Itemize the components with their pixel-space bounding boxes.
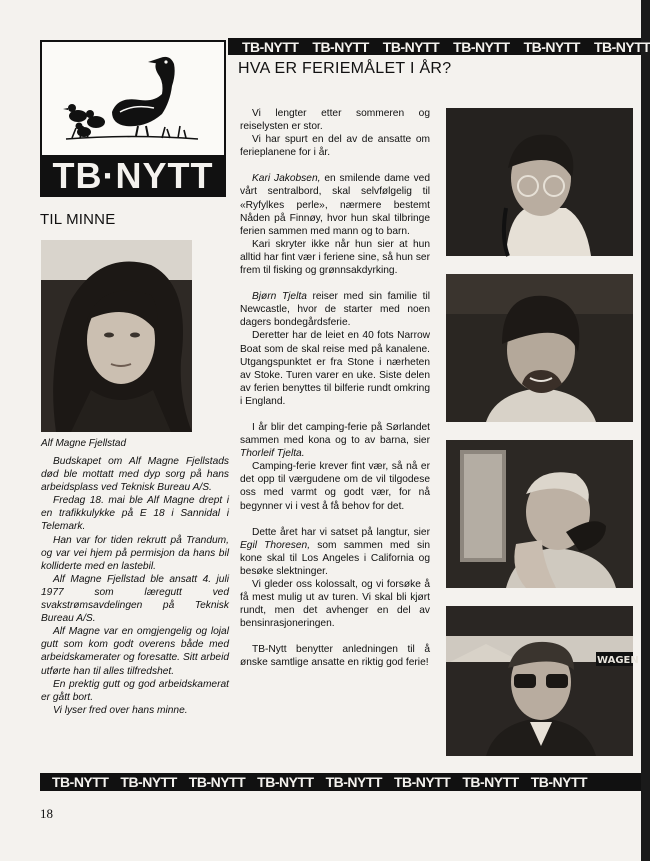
- person-name: Kari Jakobsen,: [252, 173, 321, 185]
- photo-sign-text: WAGEN: [597, 655, 639, 666]
- banner-label: TB-NYTT: [382, 38, 440, 55]
- article-paragraph: [240, 172, 430, 237]
- page-number: 18: [40, 806, 53, 821]
- article-section: [240, 172, 430, 277]
- banner-label: TB-NYTT: [312, 38, 369, 55]
- photo-egil-thoresen: [446, 606, 639, 756]
- tb-nytt-logo-text: TB·NYTT: [40, 155, 226, 197]
- article-paragraph: [240, 643, 430, 669]
- paragraph-text: en smilende dame ved vårt sentralbord, skal selvfølgelig til «Ryfylkes perle», nærmere bestemt Nåden på Finnøy, hvor hun skal tilbringe ferien sammen med mann og to barn.: [240, 173, 430, 237]
- tb-nytt-banner-top: [228, 38, 650, 55]
- person-name: Egil Thoresen,: [240, 539, 311, 551]
- paragraph-text: TB-Nytt benytter anledningen til å ønske samtlige ansatte en riktig god ferie!: [240, 644, 430, 669]
- memorial-paragraph: Alf Magne var en omgjengelig og lojal gutt som kom godt overens både med arbeidskamerater og foresatte. Sitt arbeid utførte han til alles tilfredshet.: [41, 626, 229, 677]
- photo-kari-jakobsen: [446, 108, 633, 256]
- article-paragraph: [240, 578, 430, 630]
- article-section: [240, 526, 430, 631]
- banner-label: TB-NYTT: [462, 774, 519, 790]
- memorial-paragraph: Fredag 18. mai ble Alf Magne drept i en trafikkulykke på E 18 i Sannidal i Telemark.: [41, 495, 229, 533]
- article-paragraph: [240, 526, 430, 578]
- memorial-photo-caption: Alf Magne Fjellstad: [41, 438, 127, 449]
- paragraph-text: I år blir det camping-ferie på Sørlandet sammen med kona og to av barna, sier: [240, 421, 430, 447]
- memorial-paragraph: Han var for tiden rekrutt på Trandum, og var vei hjem på permisjon da hans bil kolliderte med en lastebil.: [41, 534, 229, 572]
- banner-label: TB-NYTT: [393, 774, 451, 790]
- banner-label: TB-NYTT: [188, 774, 246, 790]
- article-paragraph: [240, 238, 430, 277]
- banner-label: TB-NYTT: [530, 774, 588, 790]
- article-paragraph: [240, 329, 430, 408]
- memorial-heading: TIL MINNE: [40, 211, 116, 228]
- person-name: Bjørn Tjelta: [252, 291, 307, 303]
- banner-label: TB-NYTT: [325, 774, 382, 790]
- photo-thorleif-tjelta: [446, 440, 633, 588]
- article-section: [240, 421, 430, 513]
- paragraph-text: som sammen med sin kone skal til Los Angeles i California og besøke slektninger.: [240, 539, 430, 577]
- paragraph-text: Vi gleder oss kolossalt, og vi forsøke å få mest mulig ut av turen. Vi skal bli kjørt rundt, men det avhenger en del av bensinrasjoneringen.: [240, 579, 430, 630]
- paragraph-text: Dette året har vi satset på langtur, sier: [252, 526, 430, 538]
- memorial-paragraph: Budskapet om Alf Magne Fjellstads død ble mottatt med dyp sorg på hans arbeidsplass ved Teknisk Bureau A/S.: [41, 456, 229, 494]
- duck-family-icon: [42, 42, 224, 155]
- paragraph-text: Kari skryter ikke når hun sier at hun alltid har fint vær i feriene sine, så hun ser frem til fisking og grønnsakdyrking.: [240, 238, 430, 277]
- banner-label: TB-NYTT: [523, 38, 580, 55]
- page-edge-shadow: [641, 0, 650, 861]
- paragraph-text: Vi lengter etter sommeren og reiselysten er stor.: [240, 108, 430, 133]
- memorial-portrait-photo: [41, 240, 192, 432]
- article-section: [240, 107, 430, 159]
- article-headline: HVA ER FERIEMÅLET I ÅR?: [238, 60, 452, 77]
- article-paragraph: [240, 290, 430, 329]
- article-paragraph: [240, 133, 430, 159]
- memorial-article-text: [41, 455, 229, 717]
- banner-label: TB-NYTT: [242, 38, 299, 55]
- memorial-paragraph: Alf Magne Fjellstad ble ansatt 4. juli 1977 som læregutt ved svakstrømsavdelingen på Teknisk Bureau A/S.: [41, 573, 229, 625]
- tb-nytt-banner-bottom: [40, 773, 641, 791]
- paragraph-text: Vi har spurt en del av de ansatte om ferieplanene for i år.: [240, 134, 430, 159]
- banner-label: TB-NYTT: [593, 38, 650, 55]
- paragraph-text: Camping-ferie krever fint vær, så nå er det opp til værgudene om de vil tilgodese oss med varmt og godt vær, for nå begynner vi i vest å få behov for det.: [240, 461, 430, 512]
- article-paragraph: [240, 421, 430, 460]
- memorial-paragraph: Vi lyser fred over hans minne.: [53, 704, 188, 716]
- article-paragraph: [240, 107, 430, 133]
- article-section: [240, 290, 430, 408]
- article-section: [240, 643, 430, 669]
- banner-label: TB-NYTT: [52, 774, 109, 790]
- paragraph-text: Deretter har de leiet en 40 fots Narrow Boat som de skal reise med på kanalene. Utgangspunktet er fra Stone i nærheten av Stoke. Turen varer en uke. Siste delen av ferien benyttes til bilferie rundt omkring i England.: [240, 330, 430, 407]
- vacation-article-text: [240, 107, 430, 683]
- memorial-paragraph: En prektig gutt og god arbeidskamerat er gått bort.: [41, 678, 229, 703]
- banner-label: TB-NYTT: [257, 774, 314, 790]
- person-name: Thorleif Tjelta.: [240, 448, 305, 460]
- article-paragraph: [240, 460, 430, 512]
- banner-label: TB-NYTT: [453, 38, 510, 55]
- photo-bjorn-tjelta: [446, 274, 633, 422]
- paragraph-text: reiser med sin familie til Newcastle, hvor de starter med noen dagers bondegårdsferie.: [240, 291, 430, 329]
- banner-label: TB-NYTT: [120, 774, 177, 790]
